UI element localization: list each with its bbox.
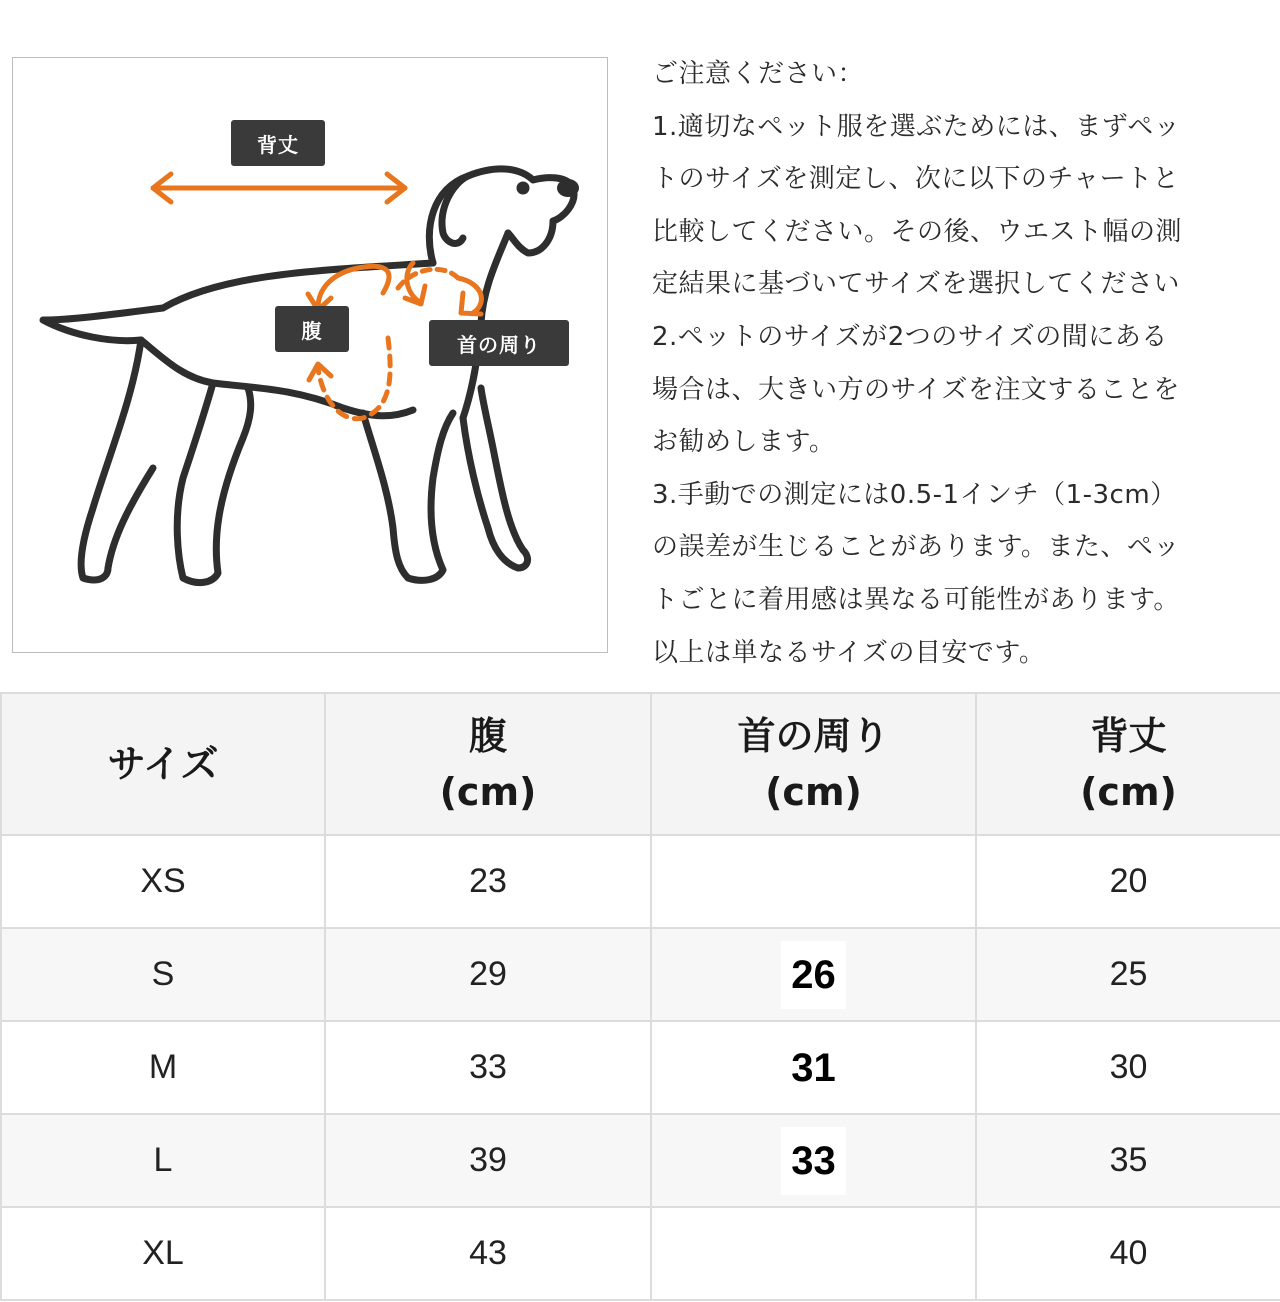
table-row bbox=[1, 928, 1280, 1021]
cell-belly: 39 bbox=[325, 1114, 651, 1207]
cell-back: 40 bbox=[976, 1207, 1280, 1300]
table-row bbox=[1, 1114, 1280, 1207]
header-belly bbox=[325, 693, 651, 835]
cell-size: XS bbox=[1, 835, 325, 928]
notes-line: お勧めします。 bbox=[652, 427, 836, 458]
cell-belly: 29 bbox=[325, 928, 651, 1021]
table-row bbox=[1, 1207, 1280, 1300]
cell-back: 20 bbox=[976, 835, 1280, 928]
cell-belly: 33 bbox=[325, 1021, 651, 1114]
header-size bbox=[1, 693, 325, 835]
notes-heading: ご注意ください： bbox=[652, 59, 865, 89]
cell-neck-value: 31 bbox=[781, 1034, 846, 1102]
header-neck-label: 首の周り bbox=[737, 714, 890, 758]
notes-line: 定結果に基づいてサイズを選択してください bbox=[652, 269, 1180, 300]
header-back bbox=[976, 693, 1280, 835]
header-size-label: サイズ bbox=[107, 742, 219, 786]
notes-line: 以上は単なるサイズの目安です。 bbox=[652, 637, 1046, 668]
neck-tag bbox=[429, 320, 569, 366]
dog-nose bbox=[557, 179, 579, 197]
notes-line: の誤差が生じることがあります。また、ペッ bbox=[652, 532, 1180, 563]
cell-size: M bbox=[1, 1021, 325, 1114]
cell-size: XL bbox=[1, 1207, 325, 1300]
header-neck bbox=[651, 693, 976, 835]
cell-belly: 43 bbox=[325, 1207, 651, 1300]
belly-tag bbox=[275, 306, 349, 352]
table-row bbox=[1, 1021, 1280, 1114]
back-length-tag bbox=[231, 120, 325, 166]
back-length-label: 背丈 bbox=[257, 132, 299, 157]
notes-line: トごとに着用感は異なる可能性があります。 bbox=[652, 584, 1180, 615]
cell-neck bbox=[651, 1021, 976, 1114]
notes-line: 2.ペットのサイズが2つのサイズの間にある bbox=[652, 321, 1168, 352]
cell-neck bbox=[651, 1207, 976, 1300]
cell-neck-value: 33 bbox=[781, 1127, 846, 1195]
header-back-label: 背丈 bbox=[1090, 714, 1167, 758]
cell-back: 35 bbox=[976, 1114, 1280, 1207]
dog-outline bbox=[43, 169, 574, 583]
cell-neck bbox=[651, 1114, 976, 1207]
cell-size: S bbox=[1, 928, 325, 1021]
cell-size: L bbox=[1, 1114, 325, 1207]
header-neck-unit: (cm) bbox=[765, 770, 862, 814]
notes-line: 場合は、大きい方のサイズを注文することを bbox=[652, 374, 1180, 405]
cell-neck bbox=[651, 835, 976, 928]
notes-line: 比較してください。その後、ウエスト幅の測 bbox=[652, 216, 1183, 247]
cell-neck bbox=[651, 928, 976, 1021]
notes-line: 1.適切なペット服を選ぶためには、まずペッ bbox=[652, 111, 1181, 142]
neck-label: 首の周り bbox=[457, 332, 541, 357]
header-back-unit: (cm) bbox=[1080, 770, 1177, 814]
cell-neck-value: 26 bbox=[781, 941, 846, 1009]
size-table bbox=[0, 692, 1280, 1301]
header-belly-unit: (cm) bbox=[439, 770, 537, 814]
cell-belly: 23 bbox=[325, 835, 651, 928]
cell-back: 30 bbox=[976, 1021, 1280, 1114]
table-row bbox=[1, 835, 1280, 928]
cell-back: 25 bbox=[976, 928, 1280, 1021]
header-belly-label: 腹 bbox=[468, 714, 507, 758]
notes-block bbox=[652, 48, 1280, 679]
notes-line: 3.手動での測定には0.5-1インチ（1-3cm） bbox=[652, 479, 1177, 510]
belly-label: 腹 bbox=[301, 318, 323, 343]
notes-line: トのサイズを測定し、次に以下のチャートと bbox=[652, 164, 1180, 195]
table-header-row bbox=[1, 693, 1280, 835]
dog-measurement-diagram bbox=[12, 57, 608, 653]
